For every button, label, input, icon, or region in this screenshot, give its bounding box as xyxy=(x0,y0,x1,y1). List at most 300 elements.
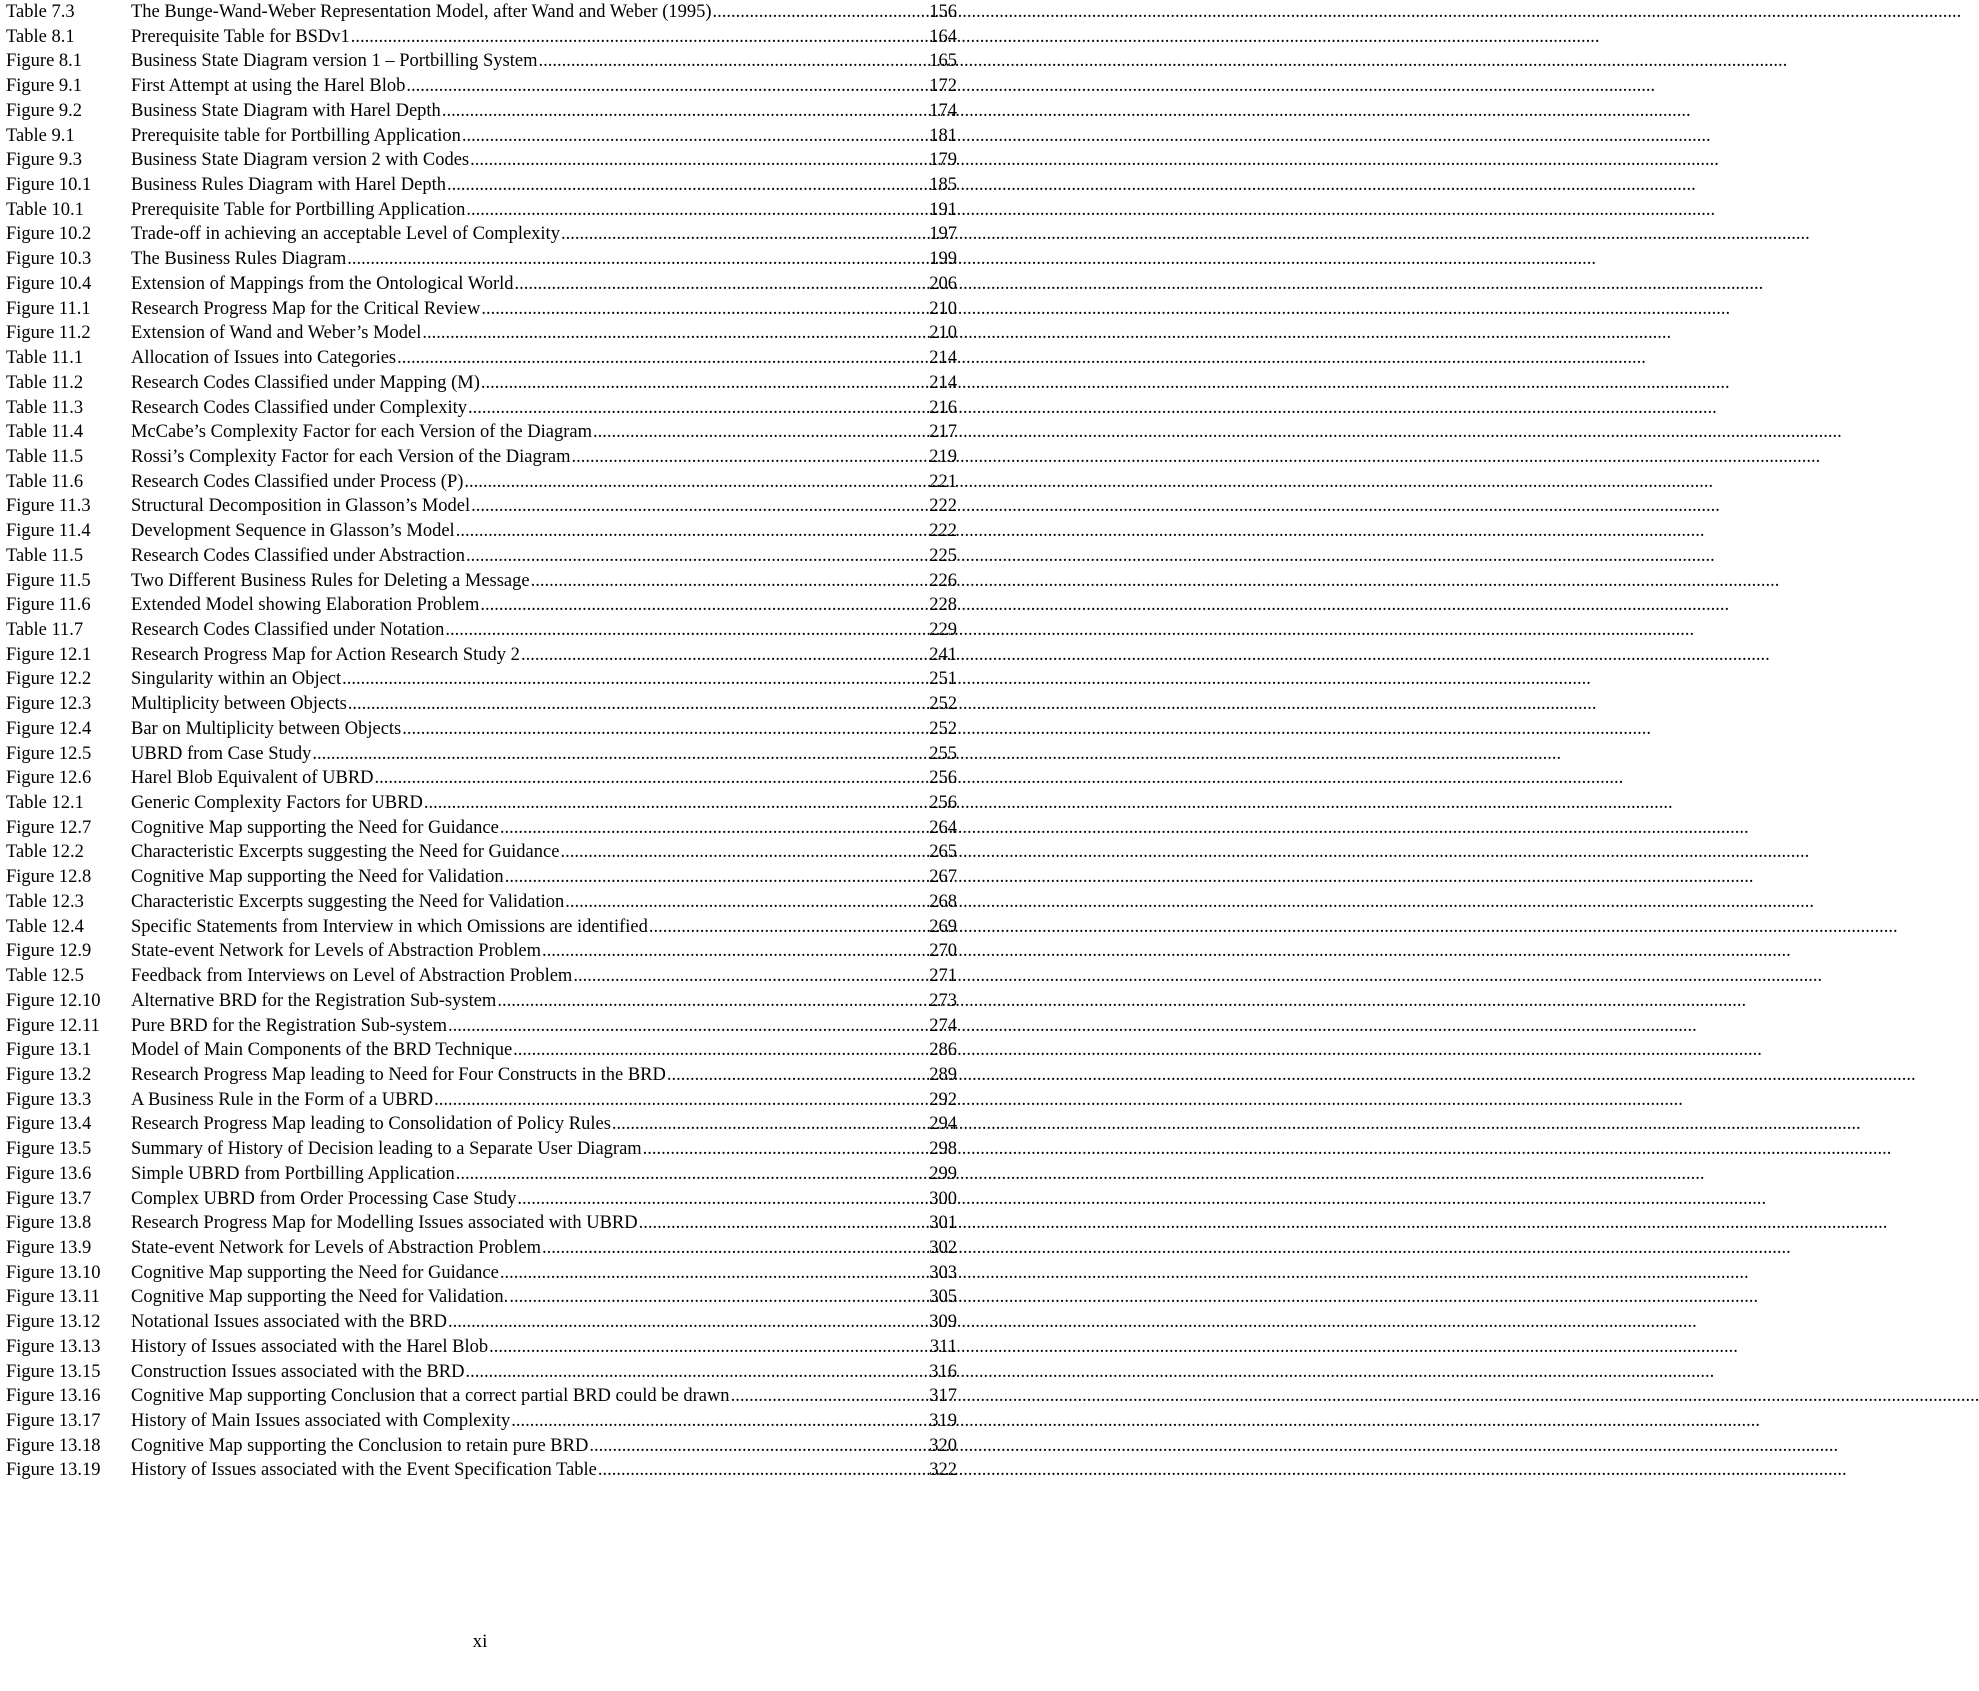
entry-body xyxy=(131,766,957,790)
entry-page-number: 271 xyxy=(929,966,957,987)
entry-label: Figure 13.4 xyxy=(6,1114,92,1135)
dot-leader xyxy=(442,99,928,123)
dot-leader xyxy=(465,1360,928,1384)
entry-title: Research Codes Classified under Complexity xyxy=(131,397,468,418)
entry-title: UBRD from Case Study xyxy=(131,743,312,764)
entry-page-number: 191 xyxy=(929,199,957,220)
dot-leader xyxy=(402,717,928,741)
entry-body xyxy=(131,1137,957,1161)
dot-leader xyxy=(713,0,929,24)
dot-leader xyxy=(521,643,928,667)
toc-entry[interactable] xyxy=(0,494,957,518)
entry-page-number: 255 xyxy=(929,743,957,764)
dot-leader xyxy=(560,840,928,864)
toc-entry[interactable] xyxy=(0,1088,957,1112)
entry-page-number: 268 xyxy=(929,891,957,912)
entry-label: Figure 13.8 xyxy=(6,1213,92,1234)
entry-label: Figure 13.10 xyxy=(6,1262,101,1283)
toc-entry[interactable] xyxy=(0,1187,957,1211)
entry-label: Figure 9.2 xyxy=(6,100,83,121)
entry-page-number: 165 xyxy=(929,51,957,72)
entry-label: Figure 12.1 xyxy=(6,644,92,665)
dot-leader xyxy=(312,742,928,766)
toc-entry[interactable] xyxy=(0,1014,957,1038)
entry-label: Figure 13.17 xyxy=(6,1411,101,1432)
entry-page-number: 289 xyxy=(929,1064,957,1085)
entry-body xyxy=(131,519,957,543)
entry-label: Figure 13.3 xyxy=(6,1089,92,1110)
entry-label: Table 12.5 xyxy=(6,966,84,987)
entry-page-number: 172 xyxy=(929,76,957,97)
entry-body xyxy=(131,618,957,642)
toc-entry[interactable] xyxy=(0,173,957,197)
entry-page-number: 197 xyxy=(929,224,957,245)
entry-title: Complex UBRD from Order Processing Case Study xyxy=(131,1188,517,1209)
entry-label: Figure 12.9 xyxy=(6,941,92,962)
entry-title: Cognitive Map supporting the Need for Validation. xyxy=(131,1287,509,1308)
toc-entry[interactable] xyxy=(0,247,957,271)
entry-body xyxy=(131,1236,957,1260)
toc-entry[interactable] xyxy=(0,1137,957,1161)
dot-leader xyxy=(511,1409,928,1433)
dot-leader xyxy=(497,989,928,1013)
entry-page-number: 300 xyxy=(929,1188,957,1209)
entry-body xyxy=(131,297,957,321)
entry-page-number: 214 xyxy=(929,372,957,393)
toc-entry[interactable] xyxy=(0,420,957,444)
entry-label: Table 12.3 xyxy=(6,891,84,912)
entry-body xyxy=(131,939,957,963)
toc-entry[interactable] xyxy=(0,198,957,222)
dot-leader xyxy=(489,1335,929,1359)
dot-leader xyxy=(593,420,928,444)
entry-label: Table 11.3 xyxy=(6,397,84,418)
dot-leader xyxy=(342,667,928,691)
entry-label: Figure 13.16 xyxy=(6,1386,101,1407)
entry-page-number: 228 xyxy=(929,595,957,616)
entry-title: Prerequisite Table for Portbilling Application xyxy=(131,199,466,220)
entry-label: Figure 12.5 xyxy=(6,743,92,764)
entry-title: Research Codes Classified under Notation xyxy=(131,620,445,640)
entry-page-number: 199 xyxy=(929,249,957,270)
entry-body xyxy=(131,1211,957,1235)
entry-body xyxy=(131,0,957,24)
toc-entry[interactable] xyxy=(0,890,957,914)
dot-leader xyxy=(542,1236,928,1260)
dot-leader xyxy=(422,321,928,345)
entry-body xyxy=(131,494,957,518)
toc-entry[interactable] xyxy=(0,1335,957,1359)
entry-body xyxy=(131,1063,957,1087)
entry-label: Figure 12.10 xyxy=(6,990,101,1011)
toc-entry[interactable] xyxy=(0,25,957,49)
toc-entry[interactable] xyxy=(0,297,957,321)
entry-title: Structural Decomposition in Glasson’s Model xyxy=(131,496,471,517)
entry-label: Figure 9.3 xyxy=(6,150,83,171)
entry-label: Figure 11.5 xyxy=(6,570,91,591)
toc-entry[interactable] xyxy=(0,643,957,667)
dot-leader xyxy=(612,1112,928,1136)
toc-entry[interactable] xyxy=(0,124,957,148)
toc-entry[interactable] xyxy=(0,49,957,73)
entry-body xyxy=(131,247,957,271)
toc-entry[interactable] xyxy=(0,544,957,568)
dot-leader xyxy=(589,1434,928,1458)
toc-entry[interactable] xyxy=(0,470,957,494)
toc-entry[interactable] xyxy=(0,593,957,617)
dot-leader xyxy=(462,124,928,148)
entry-page-number: 311 xyxy=(929,1336,957,1357)
entry-page-number: 302 xyxy=(929,1238,957,1258)
entry-page-number: 251 xyxy=(929,669,957,690)
entry-title: Research Progress Map for the Critical Review xyxy=(131,298,481,319)
entry-body xyxy=(131,1088,957,1112)
entry-body xyxy=(131,816,957,840)
entry-body xyxy=(131,25,957,49)
entry-page-number: 292 xyxy=(929,1089,957,1110)
toc-entry[interactable] xyxy=(0,1038,957,1062)
entry-page-number: 210 xyxy=(929,323,957,344)
entry-page-number: 317 xyxy=(929,1386,957,1407)
dot-leader xyxy=(515,272,929,296)
toc-entry[interactable] xyxy=(0,742,957,766)
entry-page-number: 229 xyxy=(929,620,957,640)
dot-leader xyxy=(470,148,928,172)
toc-entry[interactable] xyxy=(0,1360,957,1384)
toc-entry[interactable] xyxy=(0,865,957,889)
entry-title: Multiplicity between Objects xyxy=(131,694,347,715)
entry-page-number: 294 xyxy=(929,1114,957,1135)
toc-entry[interactable] xyxy=(0,717,957,741)
entry-page-number: 273 xyxy=(929,990,957,1011)
toc-entry[interactable] xyxy=(0,618,957,642)
entry-label: Figure 8.1 xyxy=(6,51,83,72)
entry-title: The Bunge-Wand-Weber Representation Model, after Wand and Weber (1995) xyxy=(131,2,712,22)
entry-title: Cognitive Map supporting Conclusion that a correct partial BRD could be drawn xyxy=(131,1386,730,1407)
dot-leader xyxy=(517,1187,928,1211)
entry-page-number: 256 xyxy=(929,793,957,814)
entry-body xyxy=(131,569,957,593)
entry-body xyxy=(131,692,957,716)
dot-leader xyxy=(565,890,928,914)
entry-label: Table 9.1 xyxy=(6,125,75,146)
entry-label: Figure 12.6 xyxy=(6,768,92,789)
dot-leader xyxy=(500,1261,928,1285)
entry-body xyxy=(131,1409,957,1433)
entry-body xyxy=(131,1162,957,1186)
toc-entry[interactable] xyxy=(0,272,957,296)
entry-label: Figure 13.9 xyxy=(6,1238,92,1258)
toc-entry[interactable] xyxy=(0,74,957,98)
entry-title: Pure BRD for the Registration Sub-system xyxy=(131,1015,448,1036)
entry-page-number: 219 xyxy=(929,446,957,467)
toc-entry[interactable] xyxy=(0,989,957,1013)
toc-entry[interactable] xyxy=(0,1211,957,1235)
dot-leader xyxy=(505,865,929,889)
entry-page-number: 270 xyxy=(929,941,957,962)
entry-page-number: 256 xyxy=(929,768,957,789)
entry-label: Table 11.5 xyxy=(6,545,84,566)
entry-body xyxy=(131,1112,957,1136)
dot-leader xyxy=(375,766,929,790)
entry-label: Table 10.1 xyxy=(6,199,84,220)
entry-label: Table 11.6 xyxy=(6,471,84,492)
dot-leader xyxy=(731,1384,929,1408)
entry-body xyxy=(131,148,957,172)
entry-title: History of Issues associated with the Event Specification Table xyxy=(131,1460,597,1481)
entry-body xyxy=(131,49,957,73)
dot-leader xyxy=(542,939,928,963)
entry-body xyxy=(131,470,957,494)
toc-entry[interactable] xyxy=(0,1285,957,1309)
toc-entry[interactable] xyxy=(0,99,957,123)
entry-page-number: 210 xyxy=(929,298,957,319)
entry-body xyxy=(131,1434,957,1458)
toc-entry[interactable] xyxy=(0,396,957,420)
entry-title: Business State Diagram version 2 with Codes xyxy=(131,150,470,171)
entry-body xyxy=(131,915,957,939)
entry-page-number: 181 xyxy=(929,125,957,146)
entry-body xyxy=(131,989,957,1013)
dot-leader xyxy=(466,198,928,222)
entry-label: Figure 12.2 xyxy=(6,669,92,690)
toc-entry[interactable] xyxy=(0,1063,957,1087)
dot-leader xyxy=(481,371,928,395)
entry-title: Characteristic Excerpts suggesting the Need for Validation xyxy=(131,891,565,912)
dot-leader xyxy=(573,964,928,988)
toc-entry[interactable] xyxy=(0,791,957,815)
entry-label: Figure 11.2 xyxy=(6,323,91,344)
entry-title: Trade-off in achieving an acceptable Level of Complexity xyxy=(131,224,560,245)
entry-body xyxy=(131,742,957,766)
toc-entry[interactable] xyxy=(0,0,957,24)
toc-entry[interactable] xyxy=(0,1112,957,1136)
dot-leader xyxy=(538,49,928,73)
entry-label: Figure 12.4 xyxy=(6,718,92,739)
entry-title: Model of Main Components of the BRD Technique xyxy=(131,1040,513,1061)
entry-body xyxy=(131,74,957,98)
entry-label: Figure 13.7 xyxy=(6,1188,92,1209)
dot-leader xyxy=(424,791,928,815)
entry-page-number: 164 xyxy=(929,26,957,47)
entry-body xyxy=(131,1038,957,1062)
entry-title: Extension of Mappings from the Ontological World xyxy=(131,273,514,294)
toc-entry[interactable] xyxy=(0,1458,957,1482)
entry-page-number: 241 xyxy=(929,644,957,665)
entry-label: Figure 9.1 xyxy=(6,76,83,97)
toc-entry[interactable] xyxy=(0,939,957,963)
toc-entry[interactable] xyxy=(0,371,957,395)
toc-entry[interactable] xyxy=(0,766,957,790)
dot-leader xyxy=(456,1162,929,1186)
entry-page-number: 316 xyxy=(929,1361,957,1382)
entry-body xyxy=(131,1384,957,1408)
entry-page-number: 217 xyxy=(929,422,957,443)
page-number: xi xyxy=(472,1631,488,1652)
toc-entry[interactable] xyxy=(0,1162,957,1186)
entry-body xyxy=(131,593,957,617)
entry-body xyxy=(131,346,957,370)
entry-page-number: 274 xyxy=(929,1015,957,1036)
entry-title: Cognitive Map supporting the Need for Guidance xyxy=(131,817,499,838)
entry-label: Figure 13.19 xyxy=(6,1460,101,1481)
entry-page-number: 309 xyxy=(929,1312,957,1333)
entry-label: Figure 13.12 xyxy=(6,1312,101,1333)
toc-entry[interactable] xyxy=(0,964,957,988)
dot-leader xyxy=(351,25,928,49)
dot-leader xyxy=(639,1211,929,1235)
entry-body xyxy=(131,865,957,889)
entry-body xyxy=(131,445,957,469)
entry-label: Figure 13.1 xyxy=(6,1040,92,1061)
entry-page-number: 216 xyxy=(929,397,957,418)
entry-body xyxy=(131,964,957,988)
entry-label: Table 12.2 xyxy=(6,842,84,863)
toc-entry[interactable] xyxy=(0,1261,957,1285)
entry-page-number: 269 xyxy=(929,916,957,937)
dot-leader xyxy=(643,1137,929,1161)
entry-label: Figure 11.1 xyxy=(6,298,91,319)
entry-title: Research Progress Map for Action Research Study 2 xyxy=(131,644,520,665)
entry-label: Figure 10.1 xyxy=(6,175,92,196)
entry-title: Research Progress Map leading to Consolidation of Policy Rules xyxy=(131,1114,611,1135)
entry-label: Figure 12.11 xyxy=(6,1015,100,1036)
entry-title: Two Different Business Rules for Deleting a Message xyxy=(131,570,530,591)
entry-page-number: 303 xyxy=(929,1262,957,1283)
entry-title: Cognitive Map supporting the Conclusion to retain pure BRD xyxy=(131,1435,589,1456)
entry-title: Notational Issues associated with the BRD xyxy=(131,1312,447,1333)
toc-entry[interactable] xyxy=(0,1434,957,1458)
entry-title: Bar on Multiplicity between Objects xyxy=(131,718,402,739)
dot-leader xyxy=(445,618,928,642)
entry-label: Figure 13.5 xyxy=(6,1139,92,1160)
entry-label: Figure 11.3 xyxy=(6,496,91,517)
entry-label: Table 12.1 xyxy=(6,793,84,814)
entry-title: Extension of Wand and Weber’s Model xyxy=(131,323,422,344)
entry-title: Harel Blob Equivalent of UBRD xyxy=(131,768,374,789)
entry-page-number: 174 xyxy=(929,100,957,121)
entry-body xyxy=(131,890,957,914)
toc-entry[interactable] xyxy=(0,667,957,691)
entry-label: Figure 11.6 xyxy=(6,595,91,616)
entry-body xyxy=(131,222,957,246)
entry-body xyxy=(131,791,957,815)
entry-title: Feedback from Interviews on Level of Abstraction Problem xyxy=(131,966,573,987)
entry-title: Business Rules Diagram with Harel Depth xyxy=(131,175,446,196)
dot-leader xyxy=(471,494,928,518)
entry-label: Figure 10.2 xyxy=(6,224,92,245)
entry-label: Table 11.1 xyxy=(6,348,84,369)
entry-title: History of Main Issues associated with Complexity xyxy=(131,1411,511,1432)
toc-entry[interactable] xyxy=(0,148,957,172)
entry-page-number: 301 xyxy=(929,1213,957,1234)
dot-leader xyxy=(347,247,928,271)
entry-title: Business State Diagram version 1 – Portbilling System xyxy=(131,51,538,72)
entry-label: Figure 13.13 xyxy=(6,1336,101,1357)
toc-entry[interactable] xyxy=(0,519,957,543)
toc-entry[interactable] xyxy=(0,1409,957,1433)
entry-title: Characteristic Excerpts suggesting the Need for Guidance xyxy=(131,842,560,863)
dot-leader xyxy=(571,445,928,469)
dot-leader xyxy=(468,396,928,420)
entry-title: State-event Network for Levels of Abstraction Problem xyxy=(131,941,541,962)
entry-body xyxy=(131,99,957,123)
toc-entry[interactable] xyxy=(0,692,957,716)
entry-page-number: 252 xyxy=(929,718,957,739)
entry-body xyxy=(131,1360,957,1384)
entry-body xyxy=(131,1261,957,1285)
toc-entry[interactable] xyxy=(0,840,957,864)
entry-page-number: 298 xyxy=(929,1139,957,1160)
dot-leader xyxy=(397,346,928,370)
toc-entry[interactable] xyxy=(0,1384,957,1408)
dot-leader xyxy=(456,519,929,543)
entry-title: Business State Diagram with Harel Depth xyxy=(131,100,441,121)
dot-leader xyxy=(466,544,928,568)
entry-body xyxy=(131,396,957,420)
entry-label: Table 11.5 xyxy=(6,446,84,467)
toc-entry[interactable] xyxy=(0,1310,957,1334)
dot-leader xyxy=(500,816,928,840)
toc-entry[interactable] xyxy=(0,816,957,840)
entry-body xyxy=(131,124,957,148)
entry-page-number: 222 xyxy=(929,521,957,542)
entry-label: Table 11.4 xyxy=(6,422,84,443)
entry-page-number: 221 xyxy=(929,471,957,492)
toc-entry[interactable] xyxy=(0,346,957,370)
entry-label: Figure 13.15 xyxy=(6,1361,101,1382)
dot-leader xyxy=(481,297,928,321)
toc-entry[interactable] xyxy=(0,915,957,939)
entry-body xyxy=(131,1310,957,1334)
toc-entry[interactable] xyxy=(0,569,957,593)
dot-leader xyxy=(598,1458,928,1482)
entry-page-number: 206 xyxy=(929,273,957,294)
toc-entry[interactable] xyxy=(0,445,957,469)
entry-label: Table 12.4 xyxy=(6,916,84,937)
entry-body xyxy=(131,667,957,691)
entry-page-number: 225 xyxy=(929,545,957,566)
toc-entry[interactable] xyxy=(0,1236,957,1260)
entry-page-number: 179 xyxy=(929,150,957,171)
entry-title: Research Codes Classified under Mapping (M) xyxy=(131,372,480,393)
entry-page-number: 185 xyxy=(929,175,957,196)
entry-page-number: 267 xyxy=(929,867,957,888)
entry-label: Figure 13.6 xyxy=(6,1163,92,1184)
entry-body xyxy=(131,371,957,395)
entry-page-number: 252 xyxy=(929,694,957,715)
entry-title: Research Progress Map for Modelling Issues associated with UBRD xyxy=(131,1213,638,1234)
entry-body xyxy=(131,272,957,296)
entry-label: Figure 12.7 xyxy=(6,817,92,838)
entry-label: Table 8.1 xyxy=(6,26,75,47)
entry-label: Figure 10.3 xyxy=(6,249,92,270)
dot-leader xyxy=(531,569,929,593)
toc-entry[interactable] xyxy=(0,321,957,345)
entry-page-number: 286 xyxy=(929,1040,957,1061)
entry-body xyxy=(131,1458,957,1482)
entry-body xyxy=(131,840,957,864)
entry-label: Figure 12.3 xyxy=(6,694,92,715)
dot-leader xyxy=(513,1038,928,1062)
entry-title: Research Codes Classified under Abstraction xyxy=(131,545,465,566)
entry-title: Generic Complexity Factors for UBRD xyxy=(131,793,423,814)
toc-entry[interactable] xyxy=(0,222,957,246)
entry-label: Figure 10.4 xyxy=(6,273,92,294)
entry-title: The Business Rules Diagram xyxy=(131,249,347,270)
entry-title: Simple UBRD from Portbilling Application xyxy=(131,1163,455,1184)
dot-leader xyxy=(406,74,928,98)
